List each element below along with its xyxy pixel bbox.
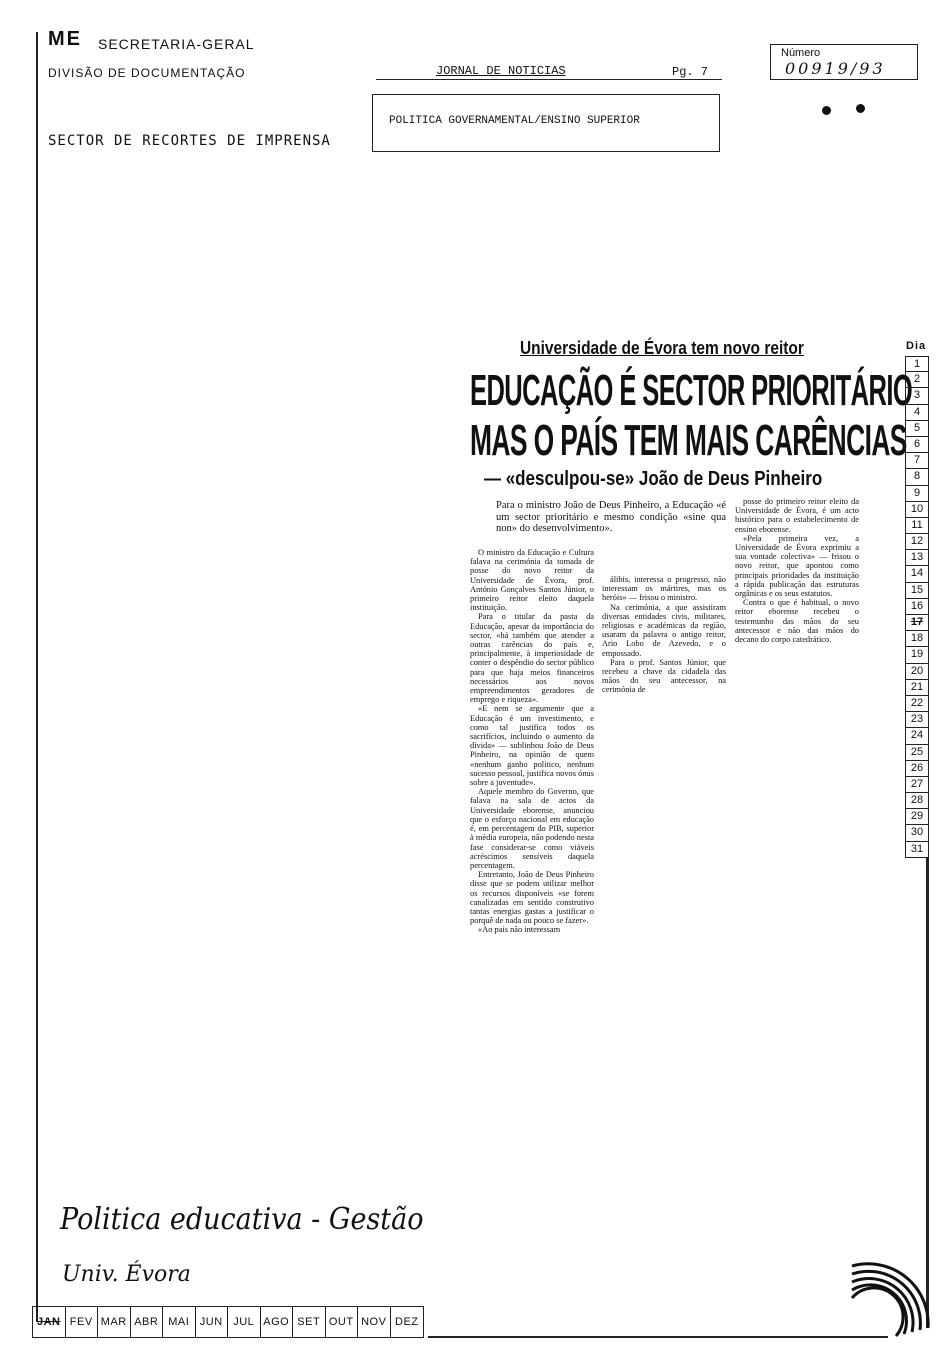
- day-cell: 15: [905, 583, 929, 599]
- month-cell: OUT: [326, 1307, 359, 1337]
- month-cell: MAI: [163, 1307, 196, 1337]
- numero-label: Número: [781, 47, 821, 59]
- article-title-line2: MAS O PAÍS TEM MAIS CARÊNCIAS: [470, 416, 907, 465]
- day-cell: 30: [905, 825, 929, 841]
- month-cell: ABR: [131, 1307, 164, 1337]
- day-cell: 24: [905, 728, 929, 744]
- day-cell: 21: [905, 680, 929, 696]
- month-cell: JAN: [33, 1307, 66, 1337]
- month-cell: DEZ: [395, 1316, 419, 1328]
- day-cell: 12: [905, 534, 929, 550]
- day-cell: 10: [905, 502, 929, 518]
- day-cell: 16: [905, 599, 929, 615]
- article-kicker: Universidade de Évora tem novo reitor: [520, 338, 804, 358]
- day-cell: 17: [905, 615, 929, 631]
- day-cell: 25: [905, 745, 929, 761]
- day-cell: 28: [905, 793, 929, 809]
- paragraph: «Pela primeira vez, a Universidade de Évora exprimiu a sua vontade colectiva» — frisou o novo reitor, que apontou como principais prioridades da instituição a rápida publicação das estruturas orgânicas e os seus estatutos.: [735, 533, 859, 599]
- paragraph: O ministro da Educação e Cultura falava na cerimónia da tomada de posse do novo reitor da Universidade de Évora, prof. António Gonçalves Santos Júnior, o primeiro reitor eleito daquela instituição.: [470, 548, 594, 613]
- day-cell: 19: [905, 647, 929, 663]
- day-cell: 9: [905, 486, 929, 502]
- paragraph: Entretanto, João de Deus Pinheiro disse que se podem utilizar melhor os recursos disponíveis «se forem canalizadas em sentido construtivo tantas energias gastas a justificar o porquê de nada ou pouco se fazer».: [470, 870, 594, 926]
- paragraph: Contra o que é habitual, o novo reitor eborense recebeu o testemunho das mãos do seu antecessor e não das mãos do decano do corpo catedrático.: [735, 598, 859, 645]
- article-dek: — «desculpou-se» João de Deus Pinheiro: [484, 468, 823, 490]
- division-label: DIVISÃO DE DOCUMENTAÇÃO: [48, 66, 246, 80]
- paragraph: Na cerimónia, a que assistiram diversas entidades civis, militares, religiosas e académicas da região, usaram da palavra o antigo reitor, Ario Lobo de Azevedo, e o empossado.: [602, 602, 726, 658]
- article-title-line1: EDUCAÇÃO É SECTOR PRIORITÁRIO: [470, 366, 913, 415]
- handwritten-note-1: Politica educativa - Gestão: [60, 1202, 424, 1237]
- ministry-abbrev: ME: [48, 28, 82, 50]
- punch-dot-right: [856, 104, 865, 113]
- day-cell: 3: [905, 388, 929, 404]
- paragraph: álibis, interessa o progresso, não interessam os mártires, mas os heróis» — frisou o ministro.: [602, 575, 726, 603]
- corner-stamp-icon: [842, 1258, 932, 1338]
- paragraph: Para o prof. Santos Júnior, que recebeu a chave da cidadela das mãos do seu antecessor, na cerimónia de: [602, 657, 726, 695]
- day-grid: [905, 356, 929, 858]
- month-cell: AGO: [261, 1307, 294, 1337]
- paragraph: «E nem se argumente que a Educação é um investimento, e como tal justifica todos os sacrifícios, incluindo o aumento da dívida» — sublinhou João de Deus Pinheiro, na opinião de quem «nenhum ganho político, nenhum sucesso pessoal, justifica novos ónus sobre a juventude».: [470, 704, 594, 788]
- dia-label: Dia: [906, 340, 927, 352]
- day-cell: 11: [905, 518, 929, 534]
- article-column-1: [470, 548, 594, 935]
- paragraph: Para o titular da pasta da Educação, apesar da importância do sector, «há também que atender a outras carências do país e, principalmente, à imperiosidade de conter o despêndio do sector público para que haja meios financeiros necessários aos novos empreendimentos geradores de emprego e riqueza».: [470, 612, 594, 705]
- month-cell: JUL: [228, 1307, 261, 1337]
- paragraph: «Ao país não interessam: [478, 925, 561, 935]
- day-cell: 20: [905, 664, 929, 680]
- day-cell: 29: [905, 809, 929, 825]
- journal-field: [376, 62, 722, 80]
- day-cell: 23: [905, 712, 929, 728]
- day-cell: 14: [905, 566, 929, 582]
- left-margin-rule: [36, 32, 38, 1322]
- page-number: Pg. 7: [672, 65, 709, 79]
- paragraph: posse do primeiro reitor eleito da Universidade de Évora, é um acto histórico para o estabelecimento de ensino eborense.: [735, 497, 859, 534]
- numero-box: [770, 44, 918, 80]
- month-cell: FEV: [66, 1307, 99, 1337]
- handwritten-note-2: Univ. Évora: [62, 1262, 191, 1287]
- month-cell: NOV: [358, 1307, 391, 1337]
- day-cell: 4: [905, 405, 929, 421]
- month-grid: [32, 1306, 424, 1338]
- month-cell: MAR: [98, 1307, 131, 1337]
- punch-dot-left: [822, 106, 831, 115]
- day-cell: 22: [905, 696, 929, 712]
- sector-label: SECTOR DE RECORTES DE IMPRENSA: [48, 133, 331, 149]
- article-column-3: [735, 497, 859, 644]
- day-cell: 13: [905, 550, 929, 566]
- numero-value: 00919/93: [785, 59, 886, 78]
- subject-box: [372, 94, 720, 152]
- article-lead: Para o ministro João de Deus Pinheiro, a Educação «é um sector prioritário e mesmo condição «sine qua non» do desenvolvimento».: [496, 500, 726, 534]
- day-cell: 31: [905, 842, 929, 858]
- day-cell: 26: [905, 761, 929, 777]
- secretaria-label: SECRETARIA-GERAL: [98, 36, 255, 52]
- subject-text: POLITICA GOVERNAMENTAL/ENSINO SUPERIOR: [389, 115, 640, 127]
- day-cell: 27: [905, 777, 929, 793]
- day-cell: 1: [905, 356, 929, 372]
- journal-name: JORNAL DE NOTICIAS: [436, 64, 566, 78]
- day-cell: 5: [905, 421, 929, 437]
- bottom-rule: [428, 1336, 888, 1338]
- day-cell: 8: [905, 469, 929, 485]
- article-column-2: [602, 575, 726, 695]
- day-cell: 18: [905, 631, 929, 647]
- day-cell: 2: [905, 372, 929, 388]
- paragraph: Aquele membro do Governo, que falava na sala de actos da Universidade eborense, anunciou que o esforço nacional em educação é, em percentagem do PIB, superior à média europeia, não podendo nesta fase considerar-se como viáveis acréscimos sensíveis daquela percentagem.: [470, 787, 594, 870]
- day-cell: 6: [905, 437, 929, 453]
- day-cell: 7: [905, 453, 929, 469]
- month-cell: JUN: [196, 1307, 229, 1337]
- month-cell: SET: [293, 1307, 326, 1337]
